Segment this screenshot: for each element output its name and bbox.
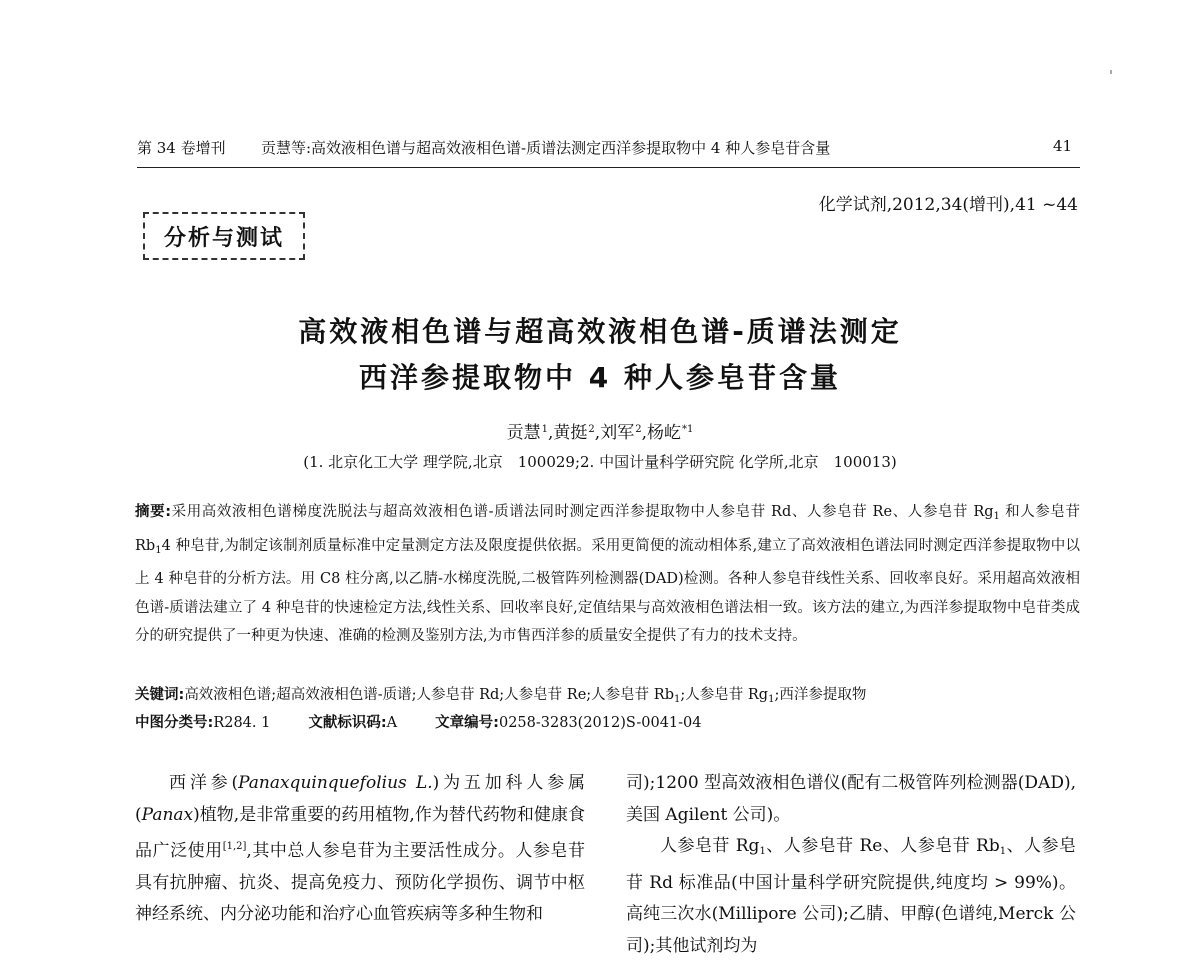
subscript: 1	[999, 846, 1007, 857]
author-name: 黄挺	[553, 423, 588, 443]
body-column-left	[135, 768, 585, 931]
body-text: ,其中总人参皂苷为主要活性成分。人参皂苷具有抗肿瘤、抗炎、提高免疫力、预防化学损伤、调节中枢神经系统、内分泌功能和治疗心血管疾病等多种生物和	[135, 841, 586, 924]
subscript: 1	[759, 846, 766, 857]
subscript: 1	[673, 694, 681, 705]
abstract-label: 摘要:	[135, 504, 171, 520]
section-label-text: 分析与测试	[163, 225, 284, 251]
author-mark: *1	[681, 424, 694, 435]
abstract-text: 和人参皂苷 Rb	[135, 504, 1080, 554]
keywords-label: 关键词:	[135, 687, 185, 703]
abstract-text: 采用高效液相色谱梯度洗脱法与超高效液相色谱-质谱法同时测定西洋参提取物中人参皂苷 Rd、人参皂苷 Re、人参皂苷 Rg	[171, 504, 994, 520]
article-number-value: 0258-3283(2012)S-0041-04	[498, 715, 702, 731]
article-title-line-2: 西洋参提取物中 4 种人参皂苷含量	[359, 361, 841, 394]
author-mark: 2	[588, 424, 595, 435]
author-name: 杨屹	[646, 423, 681, 443]
article-title-line-1: 高效液相色谱与超高效液相色谱-质谱法测定	[298, 315, 902, 348]
author-name: 刘军	[600, 423, 635, 443]
doc-code-value: A	[386, 715, 398, 731]
body-column-right	[626, 768, 1076, 962]
header-volume: 第 34 卷增刊	[137, 139, 226, 157]
header-page-number: 41	[1053, 137, 1073, 155]
body-paragraph	[135, 768, 585, 931]
author-mark: 1	[541, 424, 549, 435]
subscript: 1	[768, 694, 775, 705]
keywords-text: ;西洋参提取物	[774, 687, 867, 703]
classification-line	[135, 709, 1080, 737]
abstract	[135, 498, 1080, 651]
body-text: 西洋参(	[169, 773, 239, 793]
doc-code-label: 文献标识码:	[308, 715, 387, 731]
scan-speck	[1110, 70, 1112, 74]
author-list: 贡慧$^1$,黄挺$^2$,刘军$^2$,杨屹$^{*1}$	[506, 423, 694, 443]
body-text: 、人参皂苷 Re、人参皂苷 Rb	[765, 836, 1000, 856]
clc-label: 中图分类号:	[135, 715, 214, 731]
clc-value: R284. 1	[213, 715, 271, 731]
body-paragraph	[626, 831, 1076, 962]
latin-name: Panax	[141, 804, 194, 825]
body-text: 、人参皂苷 Rd 标准品(中国计量科学研究院提供,纯度均 > 99%)。高纯三次水(Millipore 公司);乙腈、甲醇(色谱纯,Merck 公司);其他试剂均为	[626, 836, 1076, 956]
citation: 化学试剂,2012,34(增刊),41 ~44	[818, 195, 1078, 215]
reference-mark: [1,2]	[222, 841, 247, 852]
affiliation: (1. 北京化工大学 理学院,北京 100029;2. 中国计量科学研究院 化学所,北京 100013)	[303, 453, 897, 471]
abstract-text: 4 种皂苷,为制定该制剂质量标准中定量测定方法及限度提供依据。采用更简便的流动相体系,建立了高效液相色谱法同时测定西洋参提取物中以上 4 种皂苷的分析方法。用 C8 柱分离,以乙腈-水梯度洗脱,二极管阵列检测器(DAD)检测。各种人参皂苷线性关系、回收率良好。采用超高效液相色谱-质谱法建立了 4 种皂苷的快速检定方法,线性关系、回收率良好,定值结果与高效液相色谱法相一致。该方法的建立,为西洋参提取物中皂苷类成分的研究提供了一种更为快速、准确的检测及鉴别方法,为市售西洋参的质量安全提供了有力的技术支持。	[135, 537, 1080, 644]
keywords-text: ;人参皂苷 Rg	[680, 687, 769, 703]
article-number-label: 文章编号:	[435, 715, 499, 731]
section-label	[143, 212, 305, 260]
body-paragraph: 司);1200 型高效液相色谱仪(配有二极管阵列检测器(DAD),美国 Agilent 公司)。	[626, 773, 1076, 825]
subscript: 1	[155, 544, 162, 556]
body-text: )植物,是非常重要的药用植物,作为替代药物和健康食品广泛使用	[135, 804, 585, 861]
header-running-title: 贡慧等:高效液相色谱与超高效液相色谱-质谱法测定西洋参提取物中 4 种人参皂苷含量	[261, 139, 831, 157]
subscript: 1	[993, 511, 1000, 522]
keywords-text: 高效液相色谱;超高效液相色谱-质谱;人参皂苷 Rd;人参皂苷 Re;人参皂苷 Rb	[184, 687, 674, 703]
latin-name: Panaxquinquefolius L.	[238, 773, 433, 793]
body-text: 人参皂苷 Rg	[660, 836, 760, 856]
author-name: 贡慧	[506, 423, 541, 443]
header-rule	[137, 167, 1080, 168]
author-mark: 2	[635, 424, 642, 435]
body-text: )为五加科人参属(	[135, 773, 585, 825]
